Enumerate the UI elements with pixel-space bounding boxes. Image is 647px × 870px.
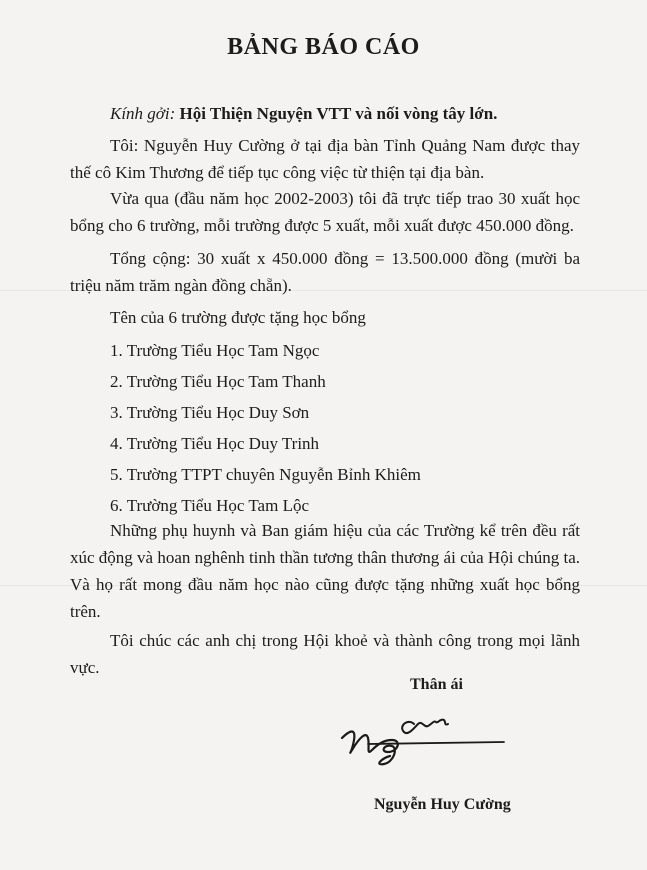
signer-name: Nguyễn Huy Cường (374, 796, 511, 813)
list-item: 3. Trường Tiểu Học Duy Sơn (110, 403, 310, 422)
list-item: 4. Trường Tiểu Học Duy Trinh (110, 434, 320, 453)
document-title: BẢNG BÁO CÁO (227, 34, 420, 60)
intro-paragraph: Tôi: Nguyễn Huy Cường ở tại địa bàn Tỉnh Quảng Nam được thay thế cô Kim Thương để tiếp tục công việc từ thiện tại địa bàn. (70, 136, 580, 182)
list-item: 2. Trường Tiểu Học Tam Thanh (110, 372, 326, 391)
total-paragraph: Tổng cộng: 30 xuất x 450.000 đồng = 13.500.000 đồng (mười ba triệu năm trăm ngàn đồng chẵn). (70, 249, 580, 295)
greeting-recipient: Hội Thiện Nguyện VTT và nối vòng tây lớn. (179, 104, 498, 123)
parents-paragraph: Những phụ huynh và Ban giám hiệu của các Trường kể trên đều rất xúc động và hoan nghênh tinh thần tương thân thương ái của Hội chúng ta. Và họ rất mong đầu năm học nào cũng được tặng những xuất học bổng trên. (70, 521, 580, 621)
closing-salutation: Thân ái (410, 676, 463, 693)
list-item: 6. Trường Tiểu Học Tam Lộc (110, 496, 310, 515)
list-item: 1. Trường Tiểu Học Tam Ngọc (110, 341, 320, 360)
list-item: 5. Trường TTPT chuyên Nguyễn Bỉnh Khiêm (110, 465, 421, 484)
scholarship-paragraph: Vừa qua (đầu năm học 2002-2003) tôi đã trực tiếp trao 30 xuất học bổng cho 6 trường, mỗi trường được 5 xuất, mỗi xuất được 450.000 đồng. (70, 189, 580, 235)
school-list (110, 335, 421, 521)
school-list-intro: Tên của 6 trường được tặng học bổng (110, 308, 366, 327)
wishes-paragraph: Tôi chúc các anh chị trong Hội khoẻ và thành công trong mọi lãnh vực. (70, 631, 580, 677)
greeting-line (110, 104, 497, 124)
greeting-label: Kính gởi: (110, 104, 176, 123)
handwritten-signature (328, 700, 508, 770)
